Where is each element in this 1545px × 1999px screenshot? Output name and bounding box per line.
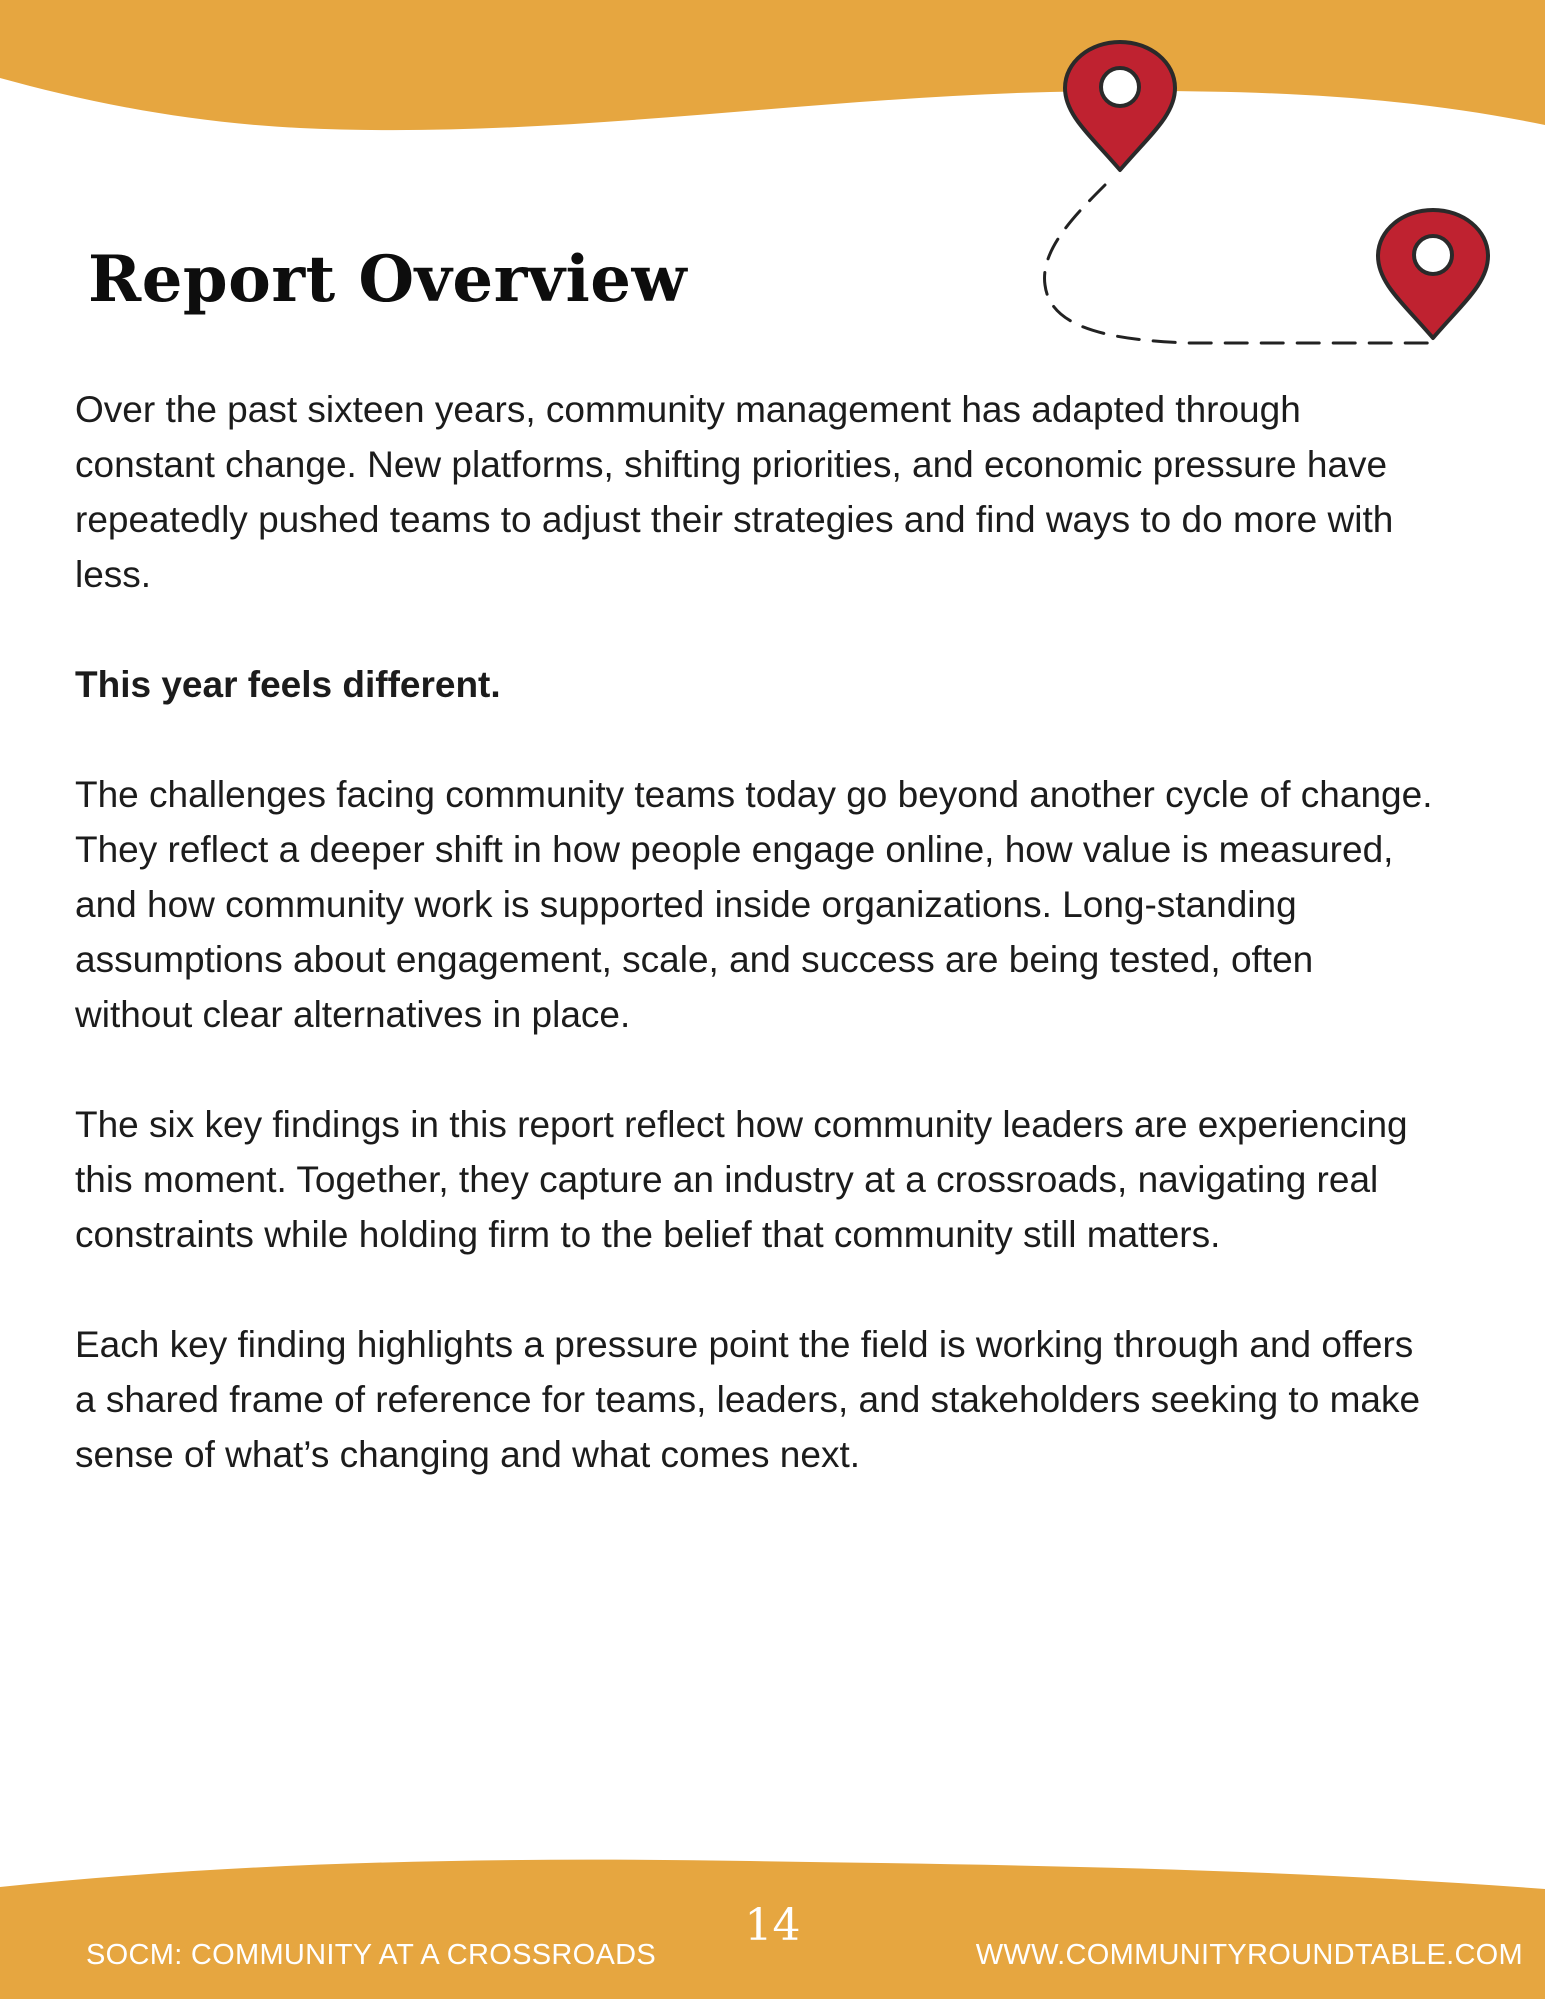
paragraph-intro: Over the past sixteen years, community management has adapted through constant change. New platforms, shifting priorities, and economic pressure have repeatedly pushed teams to adjust their strategies and find ways to do more with less. — [75, 389, 1394, 595]
route-decoration — [1030, 40, 1540, 360]
paragraph-findings: The six key findings in this report reflect how community leaders are experiencing this moment. Together, they capture an industry at a crossroads, navigating real constraints while holding firm to the belief that community still matters. — [75, 1104, 1408, 1255]
page-number: 14 — [744, 1900, 801, 1951]
report-body — [75, 382, 1435, 1537]
paragraph-pressure-points: Each key finding highlights a pressure point the field is working through and offers a shared frame of reference for teams, leaders, and stakeholders seeking to make sense of what’s changing and what comes next. — [75, 1324, 1421, 1475]
map-pin-icon — [1378, 210, 1488, 338]
map-pin-icon — [1065, 42, 1175, 170]
paragraph-challenges: The challenges facing community teams today go beyond another cycle of change. They reflect a deeper shift in how people engage online, how value is measured, and how community work is supported inside organizations. Long-standing assumptions about engagement, scale, and success are being tested, often without clear alternatives in place. — [75, 774, 1433, 1035]
footer-report-title: SOCM: COMMUNITY AT A CROSSROADS — [86, 1939, 657, 1971]
footer-website-link[interactable]: WWW.COMMUNITYROUNDTABLE.COM — [975, 1939, 1523, 1971]
dashed-route-icon — [1045, 185, 1430, 343]
page-title: Report Overview — [88, 242, 688, 317]
paragraph-emphasis: This year feels different. — [75, 664, 501, 705]
